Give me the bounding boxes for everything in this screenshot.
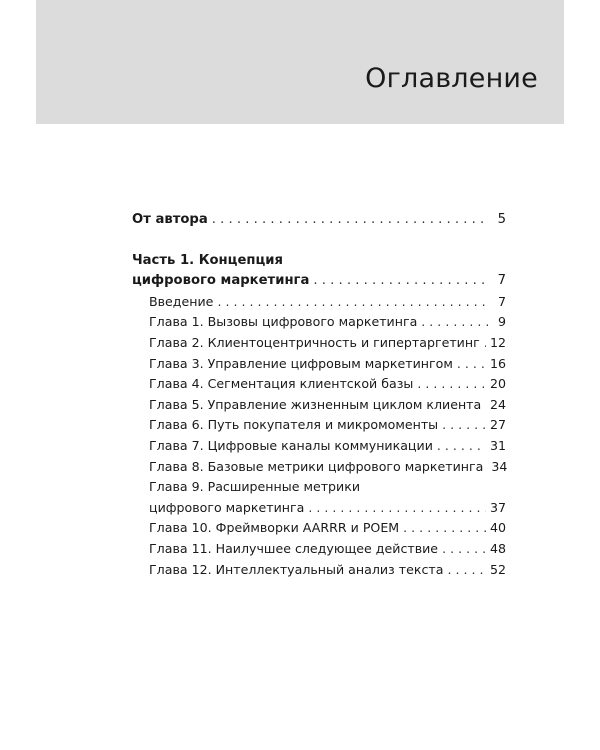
toc-entry[interactable] (132, 312, 506, 333)
toc-entry-page: 7 (497, 293, 506, 309)
dot-leader (313, 271, 488, 292)
spacer (132, 231, 506, 251)
toc-part-heading[interactable] (132, 251, 506, 272)
toc-entry-author[interactable] (132, 210, 506, 231)
toc-entry-page: 7 (497, 273, 506, 289)
toc-entry[interactable] (132, 292, 506, 313)
toc-entry-page: 27 (489, 417, 506, 433)
toc-entry-label: От автора (132, 212, 208, 227)
dot-leader (442, 415, 486, 436)
toc-entry-page: 5 (497, 212, 506, 227)
dot-leader (457, 354, 486, 375)
toc-entry-label: Глава 3. Управление цифровым маркетингом (149, 355, 453, 371)
toc-entry-label: Глава 1. Вызовы цифрового маркетинга (149, 314, 418, 330)
toc-entry-label: Глава 5. Управление жизненным циклом клиента (149, 396, 482, 412)
toc-entry-label: Глава 11. Наилучшее следующее действие (149, 540, 439, 556)
toc-entry-label: Введение (149, 293, 214, 309)
toc-entry-label: Глава 6. Путь покупателя и микромоменты (149, 417, 439, 433)
toc-entry-label: цифрового маркетинга (149, 499, 305, 515)
toc-entry-page: 9 (497, 314, 506, 330)
toc-entry-label: Часть 1. Концепция (132, 252, 283, 268)
toc-entry-page: 20 (489, 376, 506, 392)
dot-leader (437, 436, 486, 457)
toc-entry[interactable] (132, 539, 506, 560)
toc-entry[interactable] (132, 457, 506, 478)
toc-entry[interactable] (132, 415, 506, 436)
toc-entry-label: Глава 7. Цифровые каналы коммуникации (149, 437, 433, 453)
toc-entry-page: 40 (489, 520, 506, 536)
toc-entry-page: 12 (489, 334, 506, 350)
toc-entry[interactable] (132, 560, 506, 581)
toc-entry-label: Глава 4. Сегментация клиентской базы (149, 376, 414, 392)
toc-entry[interactable] (132, 436, 506, 457)
page-title: Оглавление (365, 63, 538, 94)
header-band (36, 0, 564, 124)
toc-entry-label: цифрового маркетинга (132, 273, 310, 289)
toc-entry-page: 48 (489, 540, 506, 556)
toc-entry[interactable] (132, 333, 506, 354)
toc-entry-label: Глава 2. Клиентоцентричность и гипертаргетинг (149, 334, 480, 350)
toc-entry[interactable] (132, 518, 506, 539)
dot-leader (421, 312, 488, 333)
dot-leader (442, 539, 486, 560)
toc-entry-label: Глава 12. Интеллектуальный анализ текста (149, 561, 444, 577)
dot-leader (217, 292, 488, 313)
toc-entry-page: 24 (489, 396, 506, 412)
dot-leader (485, 395, 486, 416)
toc-entry-label: Глава 8. Базовые метрики цифрового маркетинга (149, 458, 484, 474)
toc-entry-page: 52 (489, 561, 506, 577)
toc-part-heading-cont[interactable] (132, 271, 506, 292)
toc-entry[interactable] (132, 374, 506, 395)
toc-entry-page: 16 (489, 355, 506, 371)
toc-entry-page: 31 (489, 437, 506, 453)
toc-entry-chapter9-cont[interactable] (132, 498, 506, 519)
table-of-contents (132, 210, 506, 580)
toc-entry-label: Глава 9. Расширенные метрики (149, 479, 361, 495)
dot-leader (212, 210, 488, 231)
dot-leader (403, 518, 486, 539)
dot-leader (417, 374, 486, 395)
toc-entry-page: 37 (489, 499, 506, 515)
toc-entry[interactable] (132, 395, 506, 416)
toc-entry[interactable] (132, 354, 506, 375)
dot-leader (308, 498, 486, 519)
toc-entry-label: Глава 10. Фреймворки AARRR и POEM (149, 520, 400, 536)
toc-entry-chapter9[interactable] (132, 477, 506, 498)
dot-leader (484, 333, 486, 354)
toc-entry-page: 34 (491, 458, 508, 474)
dot-leader (447, 560, 486, 581)
